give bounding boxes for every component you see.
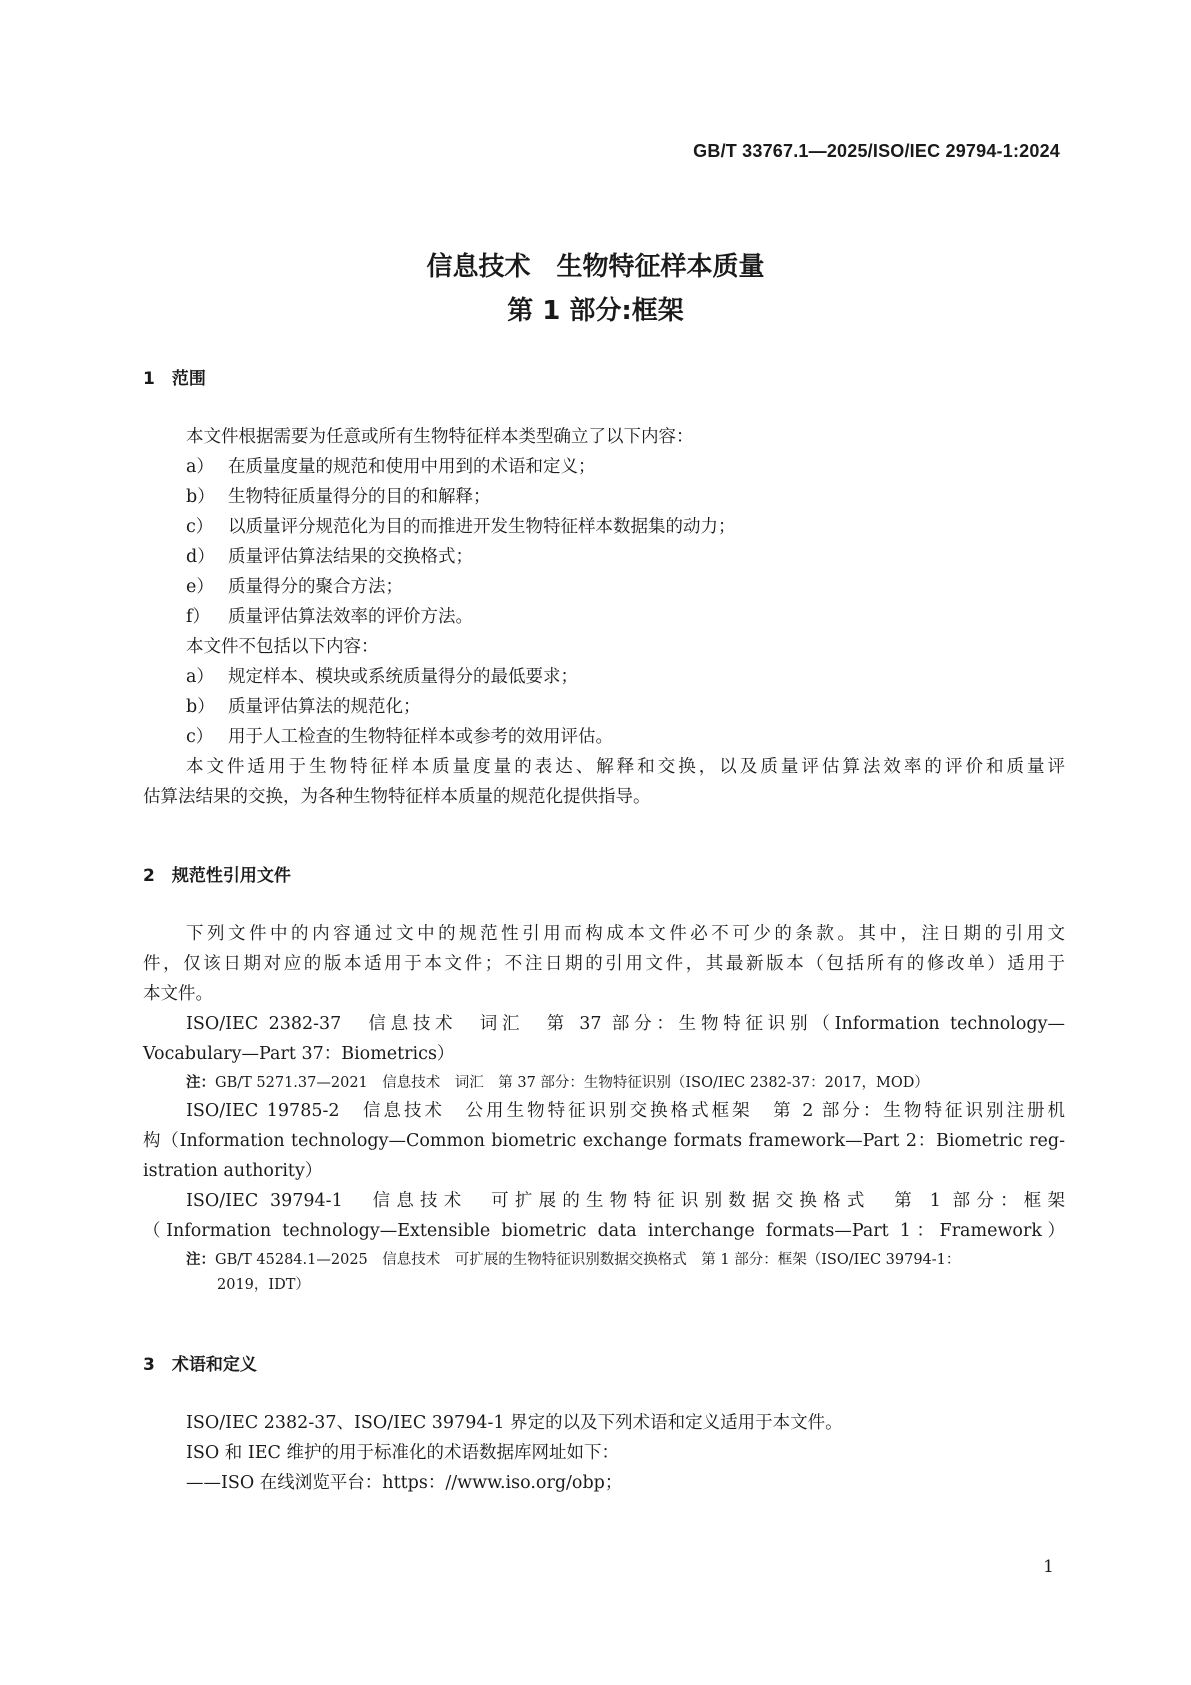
note-text: GB/T 45284.1—2025 信息技术 可扩展的生物特征识别数据交换格式 第 1 部分：框架（ISO/IEC 39794-1： <box>215 1252 961 1268</box>
reference-note <box>186 1248 960 1269</box>
normref-intro-line-3: 本文件。 <box>143 984 213 1004</box>
list-text: 以质量评分规范化为目的而推进开发生物特征样本数据集的动力； <box>228 517 736 537</box>
title-line-1: 信息技术 生物特征样本质量 <box>426 252 765 282</box>
document-title <box>0 245 1191 333</box>
exclude-intro: 本文件不包括以下内容： <box>186 637 379 657</box>
scope-intro: 本文件根据需要为任意或所有生物特征样本类型确立了以下内容： <box>186 427 694 447</box>
reference-entry-cont: istration authority） <box>143 1161 323 1181</box>
note-text: GB/T 5271.37—2021 信息技术 词汇 第 37 部分：生物特征识别（ISO/IEC 2382-37：2017，MOD） <box>215 1075 929 1091</box>
terms-line-2: ISO 和 IEC 维护的用于标准化的术语数据库网址如下： <box>186 1443 620 1463</box>
list-label: a） <box>186 667 214 687</box>
section-3-heading: 3 术语和定义 <box>143 1355 257 1375</box>
list-text: 用于人工检查的生物特征样本或参考的效用评估。 <box>228 727 613 747</box>
page-number: 1 <box>1043 1557 1054 1577</box>
list-text: 质量得分的聚合方法； <box>228 577 403 597</box>
list-label: b） <box>186 697 215 717</box>
list-text: 规定样本、模块或系统质量得分的最低要求； <box>228 667 578 687</box>
reference-note <box>186 1071 929 1092</box>
terms-line-1: ISO/IEC 2382-37、ISO/IEC 39794-1 界定的以及下列术语和定义适用于本文件。 <box>186 1413 843 1433</box>
list-text: 在质量度量的规范和使用中用到的术语和定义； <box>228 457 596 477</box>
list-item <box>186 483 491 508</box>
title-line-2: 第 1 部分:框架 <box>507 296 684 326</box>
list-label: a） <box>186 457 214 477</box>
note-label: 注： <box>186 1252 215 1268</box>
list-label: c） <box>186 727 214 747</box>
list-label: b） <box>186 487 215 507</box>
terms-obp-line: ——ISO 在线浏览平台：https：//www.iso.org/obp； <box>186 1473 623 1493</box>
reference-entry: ISO/IEC 2382-37 信息技术 词汇 第 37 部分：生物特征识别（Information technology— <box>186 1014 1065 1034</box>
list-label: e） <box>186 577 214 597</box>
section-2-heading: 2 规范性引用文件 <box>143 866 291 886</box>
reference-note-cont: 2019，IDT） <box>217 1277 310 1293</box>
list-label: f） <box>186 607 210 627</box>
reference-entry: ISO/IEC 19785-2 信息技术 公用生物特征识别交换格式框架 第 2 部分：生物特征识别注册机 <box>186 1101 1065 1121</box>
reference-entry-cont: （Information technology—Extensible biometric data interchange formats—Part 1：Framework） <box>143 1221 1065 1241</box>
list-item <box>186 543 473 568</box>
list-text: 质量评估算法结果的交换格式； <box>228 547 473 567</box>
note-label: 注： <box>186 1075 215 1091</box>
reference-entry-cont: Vocabulary—Part 37：Biometrics） <box>143 1044 455 1064</box>
reference-entry-cont: 构（Information technology—Common biometric exchange formats framework—Part 2：Biometric reg- <box>143 1131 1065 1151</box>
standard-code: GB/T 33767.1—2025/ISO/IEC 29794-1:2024 <box>693 141 1060 161</box>
list-item <box>186 573 403 598</box>
normref-intro-line-1: 下列文件中的内容通过文中的规范性引用而构成本文件必不可少的条款。其中，注日期的引用文 <box>186 924 1065 944</box>
list-item <box>186 513 736 538</box>
section-1-heading: 1 范围 <box>143 369 206 389</box>
list-text: 生物特征质量得分的目的和解释； <box>228 487 491 507</box>
reference-entry: ISO/IEC 39794-1 信息技术 可扩展的生物特征识别数据交换格式 第 1 部分：框架 <box>186 1191 1065 1211</box>
list-item <box>186 693 421 718</box>
applicability-line-2: 估算法结果的交换，为各种生物特征样本质量的规范化提供指导。 <box>143 787 651 807</box>
list-text: 质量评估算法效率的评价方法。 <box>228 607 473 627</box>
normref-intro-line-2: 件，仅该日期对应的版本适用于本文件；不注日期的引用文件，其最新版本（包括所有的修改单）适用于 <box>143 954 1065 974</box>
list-label: d） <box>186 547 215 567</box>
list-text: 质量评估算法的规范化； <box>228 697 421 717</box>
list-label: c） <box>186 517 214 537</box>
list-item <box>186 723 613 748</box>
list-item <box>186 663 578 688</box>
applicability-line-1: 本文件适用于生物特征样本质量度量的表达、解释和交换，以及质量评估算法效率的评价和质量评 <box>186 757 1065 777</box>
list-item <box>186 603 473 628</box>
list-item <box>186 453 596 478</box>
